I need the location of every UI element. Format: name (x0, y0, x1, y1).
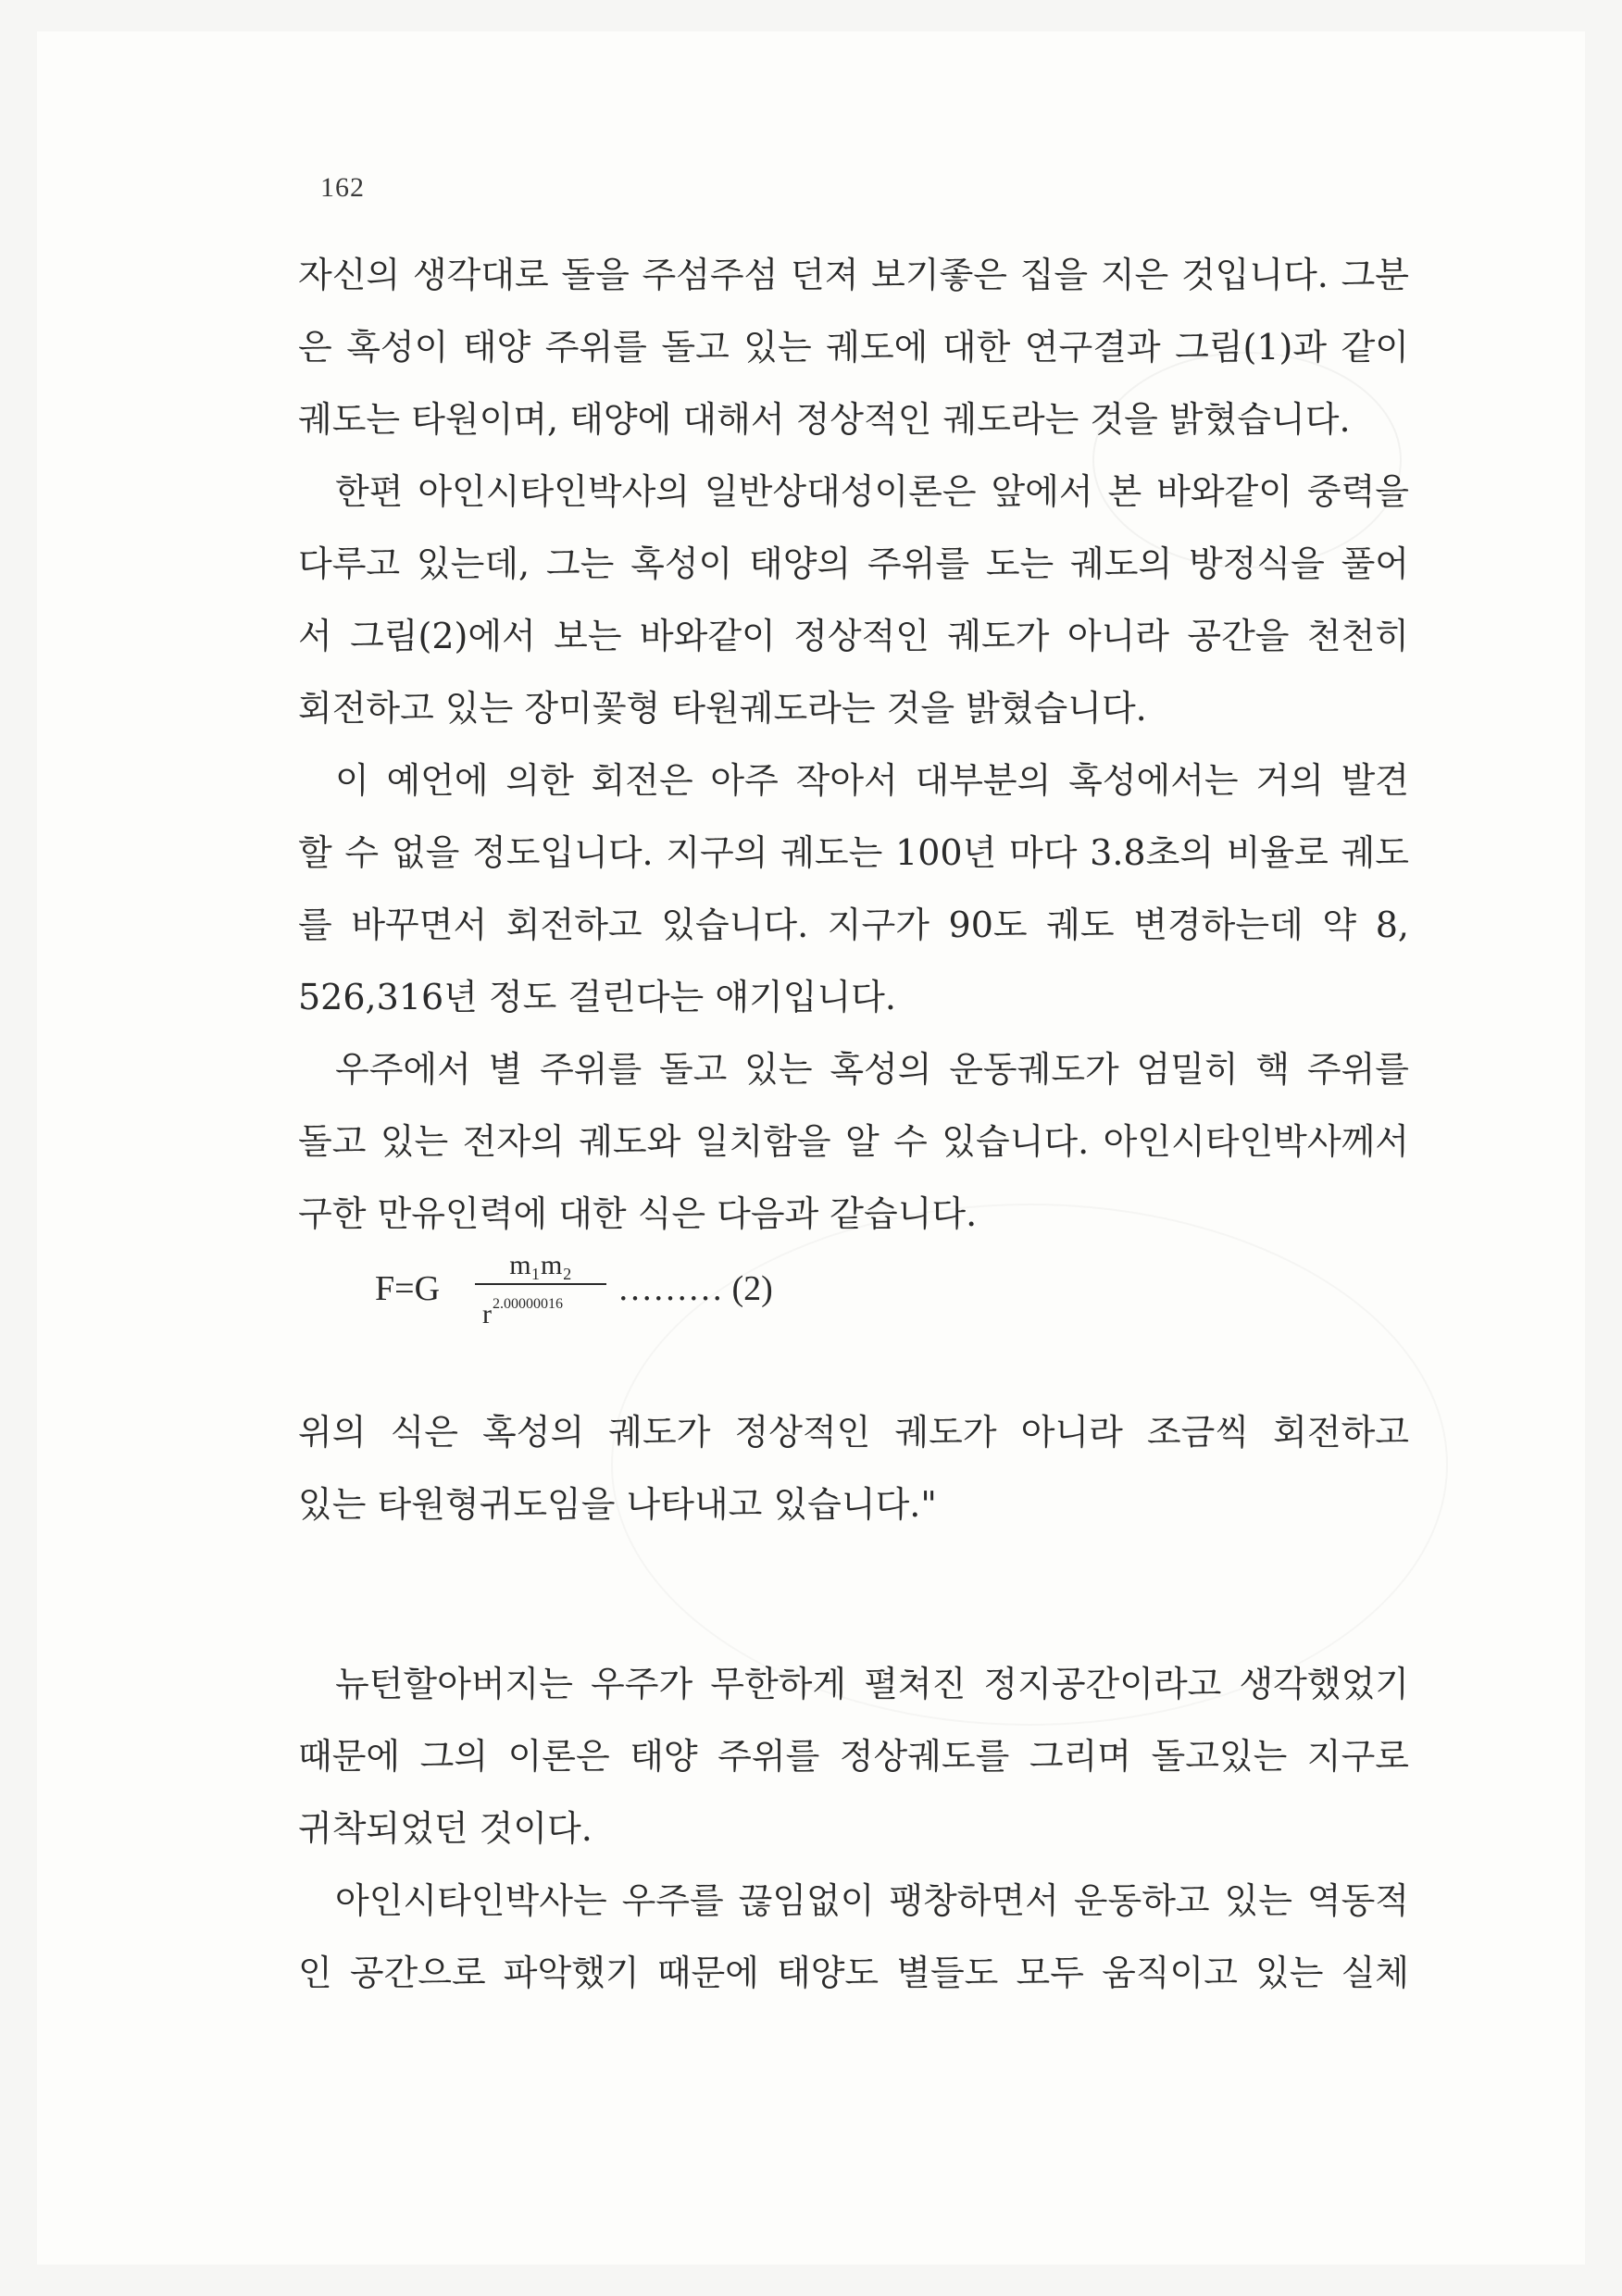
text-line: 돌고 있는 전자의 궤도와 일치함을 알 수 있습니다. 아인시타인박사께서 (298, 1121, 1409, 1162)
text-line: 아인시타인박사는 우주를 끊임없이 팽창하면서 운동하고 있는 역동적 (335, 1880, 1409, 1921)
text-line: 이 예언에 의한 회전은 아주 작아서 대부분의 혹성에서는 거의 발견 (335, 760, 1409, 801)
text-line: 은 혹성이 태양 주위를 돌고 있는 궤도에 대한 연구결과 그림(1)과 같이 (298, 327, 1409, 368)
denominator-exponent: 2.00000016 (493, 1296, 563, 1312)
text-line: 를 바꾸면서 회전하고 있습니다. 지구가 90도 궤도 변경하는데 약 8, (298, 905, 1409, 945)
text-line: 할 수 없을 정도입니다. 지구의 궤도는 100년 마다 3.8초의 비율로 궤도 (298, 832, 1409, 873)
formula-equation-number: ……… (2) (618, 1269, 773, 1308)
body-text-top (298, 239, 1409, 1250)
text-line: 구한 만유인력에 대한 식은 다음과 같습니다. (298, 1193, 978, 1234)
page-number: 162 (320, 172, 365, 203)
text-line: 있는 타원형귀도임을 나타내고 있습니다." (298, 1484, 937, 1525)
text-line: 526,316년 정도 걸린다는 얘기입니다. (298, 977, 896, 1017)
text-line: 때문에 그의 이론은 태양 주위를 정상궤도를 그리며 돌고있는 지구로 (298, 1736, 1409, 1777)
text-line: 뉴턴할아버지는 우주가 무한하게 펼쳐진 정지공간이라고 생각했었기 (335, 1664, 1409, 1704)
body-text-middle (298, 1396, 1409, 1541)
text-line: 서 그림(2)에서 보는 바와같이 정상적인 궤도가 아니라 공간을 천천히 (298, 616, 1409, 656)
formula-lhs: F=G (375, 1269, 441, 1308)
formula-denominator (475, 1289, 606, 1330)
text-line: 인 공간으로 파악했기 때문에 태양도 별들도 모두 움직이고 있는 실체 (298, 1953, 1409, 1993)
formula-fraction (475, 1250, 606, 1330)
text-line: 위의 식은 혹성의 궤도가 정상적인 궤도가 아니라 조금씩 회전하고 (298, 1412, 1409, 1453)
text-line: 우주에서 별 주위를 돌고 있는 혹성의 운동궤도가 엄밀히 핵 주위를 (335, 1049, 1409, 1090)
denominator-base: r (482, 1299, 492, 1329)
text-line: 회전하고 있는 장미꽃형 타원궤도라는 것을 밝혔습니다. (298, 688, 1147, 729)
text-line: 궤도는 타원이며, 태양에 대해서 정상적인 궤도라는 것을 밝혔습니다. (298, 399, 1351, 440)
text-line: 다루고 있는데, 그는 혹성이 태양의 주위를 도는 궤도의 방정식을 풀어 (298, 543, 1409, 584)
text-line: 귀착되었던 것이다. (298, 1808, 593, 1849)
fraction-bar (475, 1283, 606, 1285)
text-line: 자신의 생각대로 돌을 주섬주섬 던져 보기좋은 집을 지은 것입니다. 그분 (298, 255, 1409, 295)
body-text-bottom (298, 1648, 1409, 2009)
formula-numerator: m₁m₂ (509, 1250, 572, 1280)
text-line: 한편 아인시타인박사의 일반상대성이론은 앞에서 본 바와같이 중력을 (335, 471, 1409, 512)
